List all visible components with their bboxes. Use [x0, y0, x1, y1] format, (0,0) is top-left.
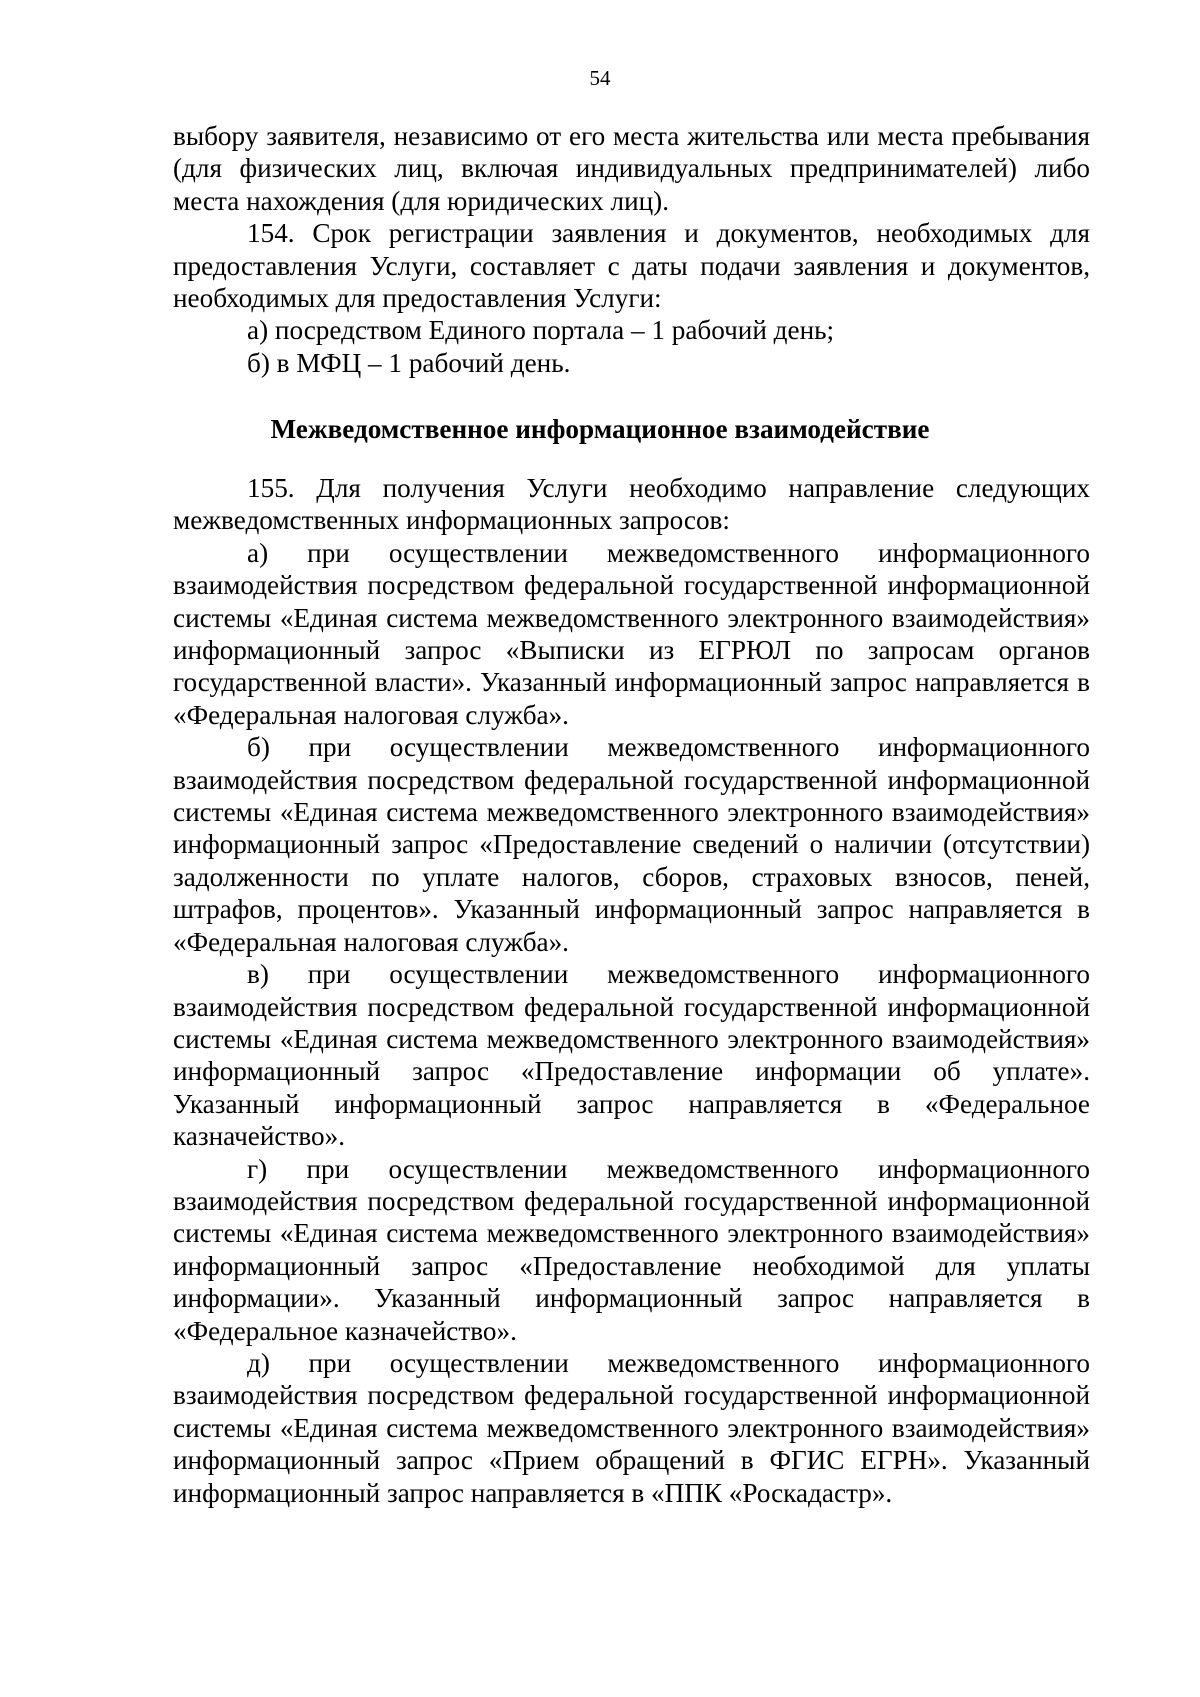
request-item-v: в) при осуществлении межведомственного информационного взаимодействия посредством федеральной государственной информационной системы «Единая система межведомственного электронного взаимодействия» информационный запрос «Предоставление информации об уплате». Указанный информационный запрос направляется в «Федеральное казначейство».	[173, 959, 1090, 1152]
paragraph-155: 155. Для получения Услуги необходимо направление следующих межведомственных информационных запросов:	[173, 473, 1090, 536]
request-item-d: д) при осуществлении межведомственного информационного взаимодействия посредством федеральной государственной информационной системы «Единая система межведомственного электронного взаимодействия» информационный запрос «Прием обращений в ФГИС ЕГРН». Указанный информационный запрос направляется в «ППК «Роскадастр».	[173, 1347, 1090, 1508]
request-item-a: а) при осуществлении межведомственного информационного взаимодействия посредством федеральной государственной информационной системы «Единая система межведомственного электронного взаимодействия» информационный запрос «Выписки из ЕГРЮЛ по запросам органов государственной власти». Указанный информационный запрос направляется в «Федеральная налоговая служба».	[173, 537, 1090, 730]
request-item-g: г) при осуществлении межведомственного информационного взаимодействия посредством федеральной государственной информационной системы «Единая система межведомственного электронного взаимодействия» информационный запрос «Предоставление необходимой для уплаты информации». Указанный информационный запрос направляется в «Федеральное казначейство».	[173, 1153, 1090, 1346]
list-item-a: а) посредством Единого портала – 1 рабочий день;	[247, 315, 835, 346]
main-text-block	[173, 472, 1090, 1509]
paragraph-154: 154. Срок регистрации заявления и документов, необходимых для предоставления Услуги, составляет с даты подачи заявления и документов, необходимых для предоставления Услуги:	[173, 218, 1090, 314]
request-item-b: б) при осуществлении межведомственного информационного взаимодействия посредством федеральной государственной информационной системы «Единая система межведомственного электронного взаимодействия» информационный запрос «Предоставление сведений о наличии (отсутствии) задолженности по уплате налогов, сборов, страховых взносов, пеней, штрафов, процентов». Указанный информационный запрос направляется в «Федеральная налоговая служба».	[173, 732, 1090, 957]
top-text-block	[173, 120, 1090, 379]
page-number: 54	[589, 66, 611, 90]
list-item-b: б) в МФЦ – 1 рабочий день.	[247, 347, 571, 378]
paragraph-continuation: выбору заявителя, независимо от его места жительства или места пребывания (для физических лиц, включая индивидуальных предпринимателей) либо места нахождения (для юридических лиц).	[173, 121, 1090, 216]
section-heading: Межведомственное информационное взаимодействие	[270, 414, 930, 444]
